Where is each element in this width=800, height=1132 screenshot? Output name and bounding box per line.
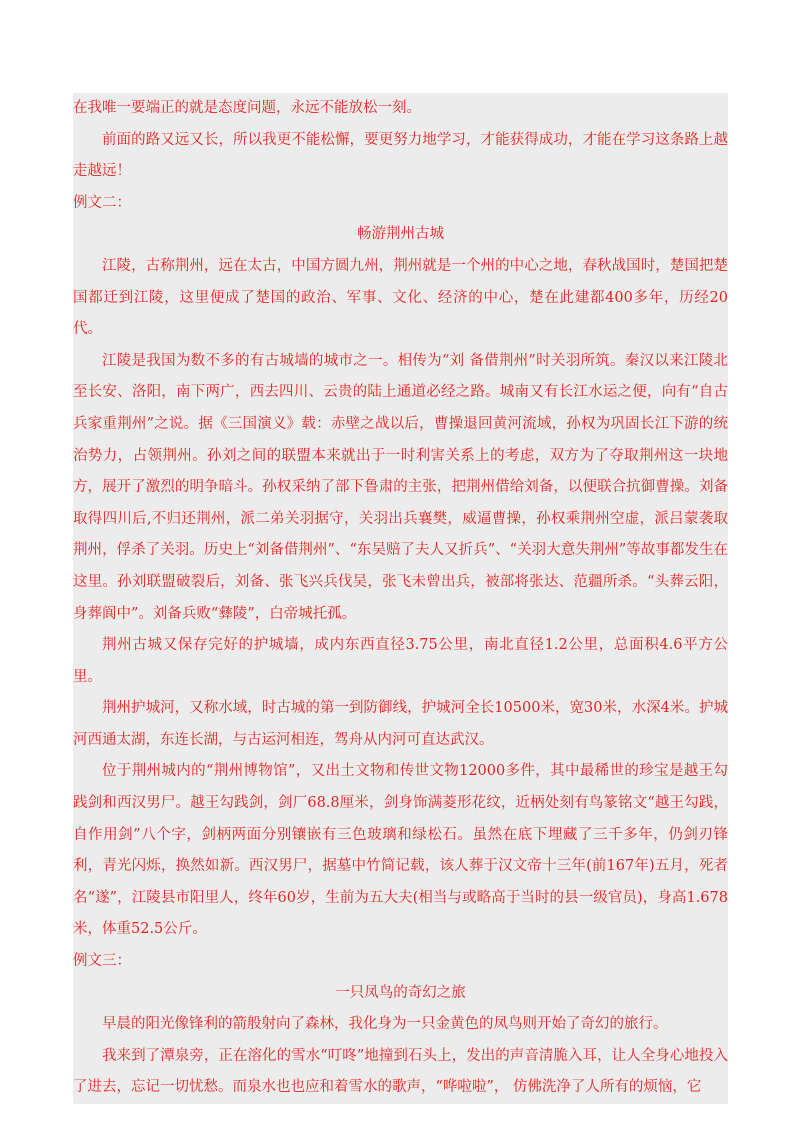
- example-label-2: 例文二：: [73, 194, 131, 211]
- paragraph-jiangling-history: 江陵，古称荆州，远在太古，中国方圆九州，荆州就是一个州的中心之地，春秋战国时，楚国把楚国都迁到江陵，这里便成了楚国的政治、军事、文化、经济的中心，楚在此建都400多年，历经20代。: [73, 257, 728, 338]
- paragraph-museum: 位于荆州城内的“荆州博物馆”，又出土文物和传世文物12000多件，其中最稀世的珍宝是越王勾践剑和西汉男尸。越王勾践剑，剑厂68.8厘米，剑身饰满菱形花纹，近柄处刻有鸟篆铭文“越王勾践，自作用剑”八个字，剑柄两面分别镶嵌有三色玻璃和绿松石。虽然在底下埋藏了三千多年，仍剑刃锋利，青光闪烁，换然如新。西汉男尸，据墓中竹简记载，该人葬于汉文帝十三年(前167年)五月，死者名“遂”，江陵县市阳里人，终年60岁，生前为五大夫(相当与或略高于当时的县一级官员)，身高1.678米，体重52.5公斤。: [73, 763, 728, 938]
- paragraph-wall-dimensions: 荆州古城又保存完好的护城墙，成内东西直径3.75公里，南北直径1.2公里，总面积4.6平方公里。: [73, 637, 728, 685]
- paragraph-continuation: 在我唯一要端正的就是态度问题，永远不能放松一刻。: [73, 100, 421, 116]
- paragraph-spring: 我来到了潭泉旁，正在溶化的雪水“叮咚”地撞到石头上，发出的声音清脆入耳，让人全身心地投入了进去，忘记一切忧愁。而泉水也也应和着雪水的歌声，“哗啦啦”， 仿佛洗净了人所有的烦恼，它: [73, 1047, 728, 1096]
- essay-title-2: 畅游荆州古城: [357, 226, 444, 243]
- paragraph-moat: 荆州护城河，又称水域，时古城的第一到防御线，护城河全长10500米，宽30米，水深4米。护城河西通太湖，东连长湖，与古运河相连，驾舟从内河可直达武汉。: [73, 700, 728, 748]
- paragraph-conclusion: 前面的路又远又长，所以我更不能松懈，要更努力地学习，才能获得成功，才能在学习这条路上越走越远！: [73, 131, 728, 180]
- example-label-3: 例文三：: [73, 953, 131, 970]
- essay-text-block: [73, 93, 728, 1104]
- paragraph-morning: 早晨的阳光像锋利的箭般射向了森林，我化身为一只金黄色的凤鸟则开始了奇幻的旅行。: [102, 1016, 668, 1033]
- paragraph-city-wall: 江陵是我国为数不多的有古城墙的城市之一。相传为“刘 备借荆州”时关羽所筑。秦汉以来江陵北至长安、洛阳，南下两广，西去四川、云贵的陆上通道必经之路。城南又有长江水运之便，向有“自古兵家重荆州”之说。据《三国演义》载：赤壁之战以后，曹操退回黄河流域，孙权为巩固长江下游的统治势力，占领荆州。孙刘之间的联盟本来就出于一时利害关系上的考虑，双方为了夺取荆州这一块地方，展开了激烈的明争暗斗。孙权采纳了部下鲁肃的主张，把荆州借给刘备，以便联合抗御曹操。刘备取得四川后,不归还荆州，派二弟关羽据守，关羽出兵襄樊，威逼曹操，孙权乘荆州空虚，派吕蒙袭取荆州，俘杀了关羽。历史上“刘备借荆州”、“东吴赔了夫人又折兵”、“关羽大意失荆州”等故事都发生在这里。孙刘联盟破裂后，刘备、张飞兴兵伐吴，张飞未曾出兵，被部将张达、范疆所杀。“头葬云阳，身葬阆中”。刘备兵败“彝陵”，白帝城托孤。: [73, 352, 728, 622]
- essay-title-3: 一只凤鸟的奇幻之旅: [335, 984, 466, 1001]
